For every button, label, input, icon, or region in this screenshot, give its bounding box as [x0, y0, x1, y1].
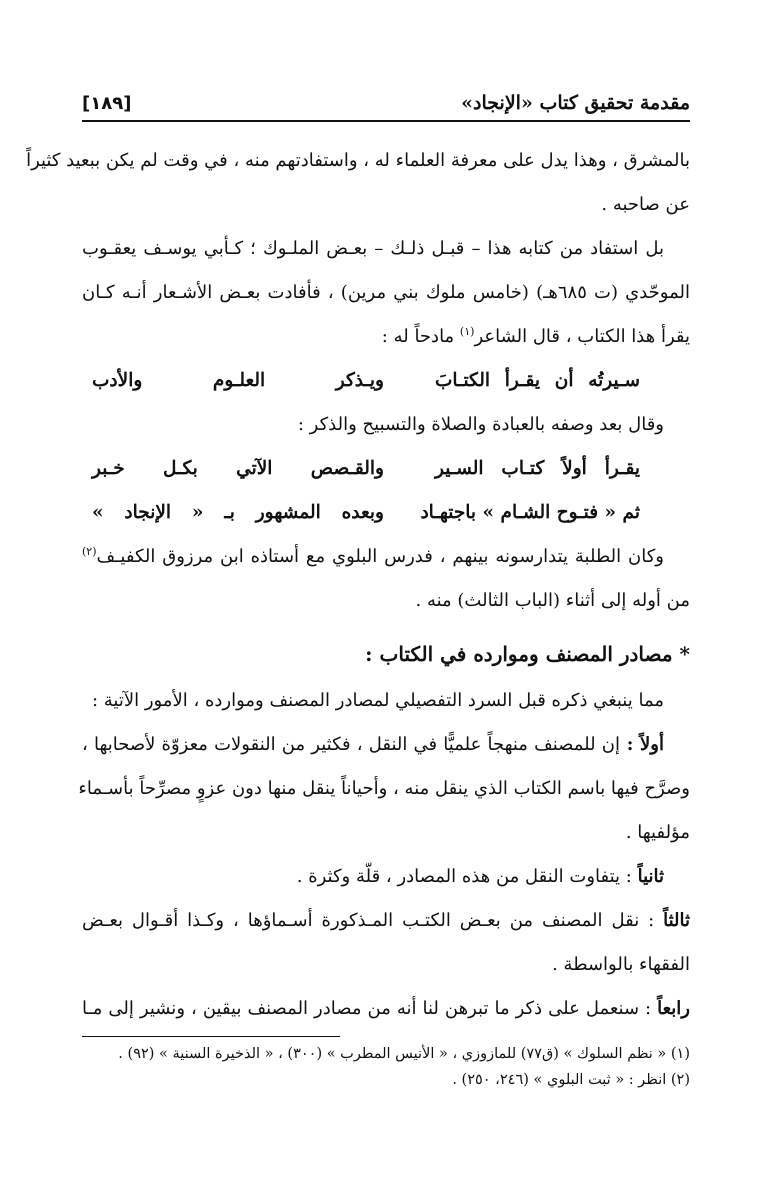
text-line: من أوله إلى أثناء (الباب الثالث) منه . [415, 590, 690, 611]
text-line [82, 910, 690, 931]
list-lead: رابعاً [657, 998, 690, 1019]
list-lead: ثالثاً [663, 910, 690, 931]
text-line [82, 734, 690, 755]
verse-hemistich-first: يقـرأ أولاً كتـاب السـير [435, 458, 640, 479]
text-span: وكان الطلبة يتدارسونه بينهم ، فدرس البلوي مع أستاذه ابن مرزوق الكفيـف [96, 546, 664, 567]
verse-line [82, 502, 690, 532]
footnote: (١) « نظم السلوك » (ق٧٧) للمازوزي ، « الأنيس المطرب » (٣٠٠) ، « الذخيرة السنية » (٩٢) . [118, 1046, 690, 1062]
text-line: الفقهاء بالواسطة . [552, 954, 690, 975]
verse-hemistich-first: سـيرتُه أن يقـرأ الكتـابَ [435, 370, 640, 391]
list-lead: ثانياً [637, 866, 664, 887]
section-heading: * مصادر المصنف وموارده في الكتاب : [365, 642, 690, 666]
footnote-ref: (١) [459, 325, 475, 338]
text-span: يقرأ هذا الكتاب ، قال الشاعر [474, 326, 690, 347]
text-line: عن صاحبه . [601, 194, 690, 215]
text-line [82, 866, 690, 887]
text-line: وقال بعد وصفه بالعبادة والصلاة والتسبيح والذكر : [297, 414, 664, 435]
list-lead: أولاً : [620, 734, 664, 755]
text-line: بل استفاد من كتابه هذا – قبـل ذلـك – بعـض الملـوك ؛ كـأبي يوسـف يعقـوب [82, 238, 664, 259]
text-span: مادحاً له : [381, 326, 460, 347]
footnote-rule [82, 1036, 340, 1037]
footnote-ref: (٢) [82, 545, 97, 558]
text-span: إن للمصنف منهجاً علميًّا في النقل ، فكثير من النقولات معزوّة لأصحابها ، [82, 734, 620, 755]
verse-hemistich-second: والقـصص الآتي بكـل خـبر [92, 458, 384, 479]
text-line: مؤلفيها . [625, 822, 690, 843]
text-span: : يتفاوت النقل من هذه المصادر ، قلّة وكثرة . [296, 866, 638, 887]
verse-hemistich-second: وبعده المشهور بـ « الإنجاد » [92, 502, 384, 523]
verse-hemistich-second: ويـذكر العلـوم والأدب [92, 370, 384, 391]
text-line: مما ينبغي ذكره قبل السرد التفصيلي لمصادر المصنف وموارده ، الأمور الآتية : [91, 690, 664, 711]
header-rule [82, 120, 690, 122]
text-line [82, 546, 690, 567]
text-line [82, 326, 690, 347]
text-span: : نقل المصنف من بعـض الكتـب المـذكورة أسـماؤها ، وكـذا أقـوال بعـض [82, 910, 664, 931]
text-line: الموحّدي (ت ٦٨٥هـ) (خامس ملوك بني مرين) ، فأفادت بعـض الأشـعار أنـه كـان [82, 282, 690, 303]
text-line [82, 998, 690, 1019]
running-header [82, 88, 690, 114]
footnote: (٢) انظر : « ثبت البلوي » (٢٤٦، ٢٥٠) . [452, 1072, 690, 1088]
header-title: مقدمة تحقيق كتاب «الإنجاد» [461, 92, 690, 114]
page-number: [١٨٩] [82, 93, 132, 114]
text-line: بالمشرق ، وهذا يدل على معرفة العلماء له ، واستفادتهم منه ، في وقت لم يكن ببعيد كثيراً [26, 150, 690, 171]
text-span: : سنعمل على ذكر ما تبرهن لنا أنه من مصادر المصنف بيقين ، ونشير إلى مـا [82, 998, 658, 1019]
verse-line [82, 458, 690, 488]
text-line: وصرَّح فيها باسم الكتاب الذي ينقل منه ، وأحياناً ينقل منها دون عزوٍ مصرِّحاً بأسـماء [78, 778, 690, 799]
verse-hemistich-first: ثم « فتـوح الشـام » باجتهـاد [420, 502, 640, 523]
verse-line [82, 370, 690, 400]
